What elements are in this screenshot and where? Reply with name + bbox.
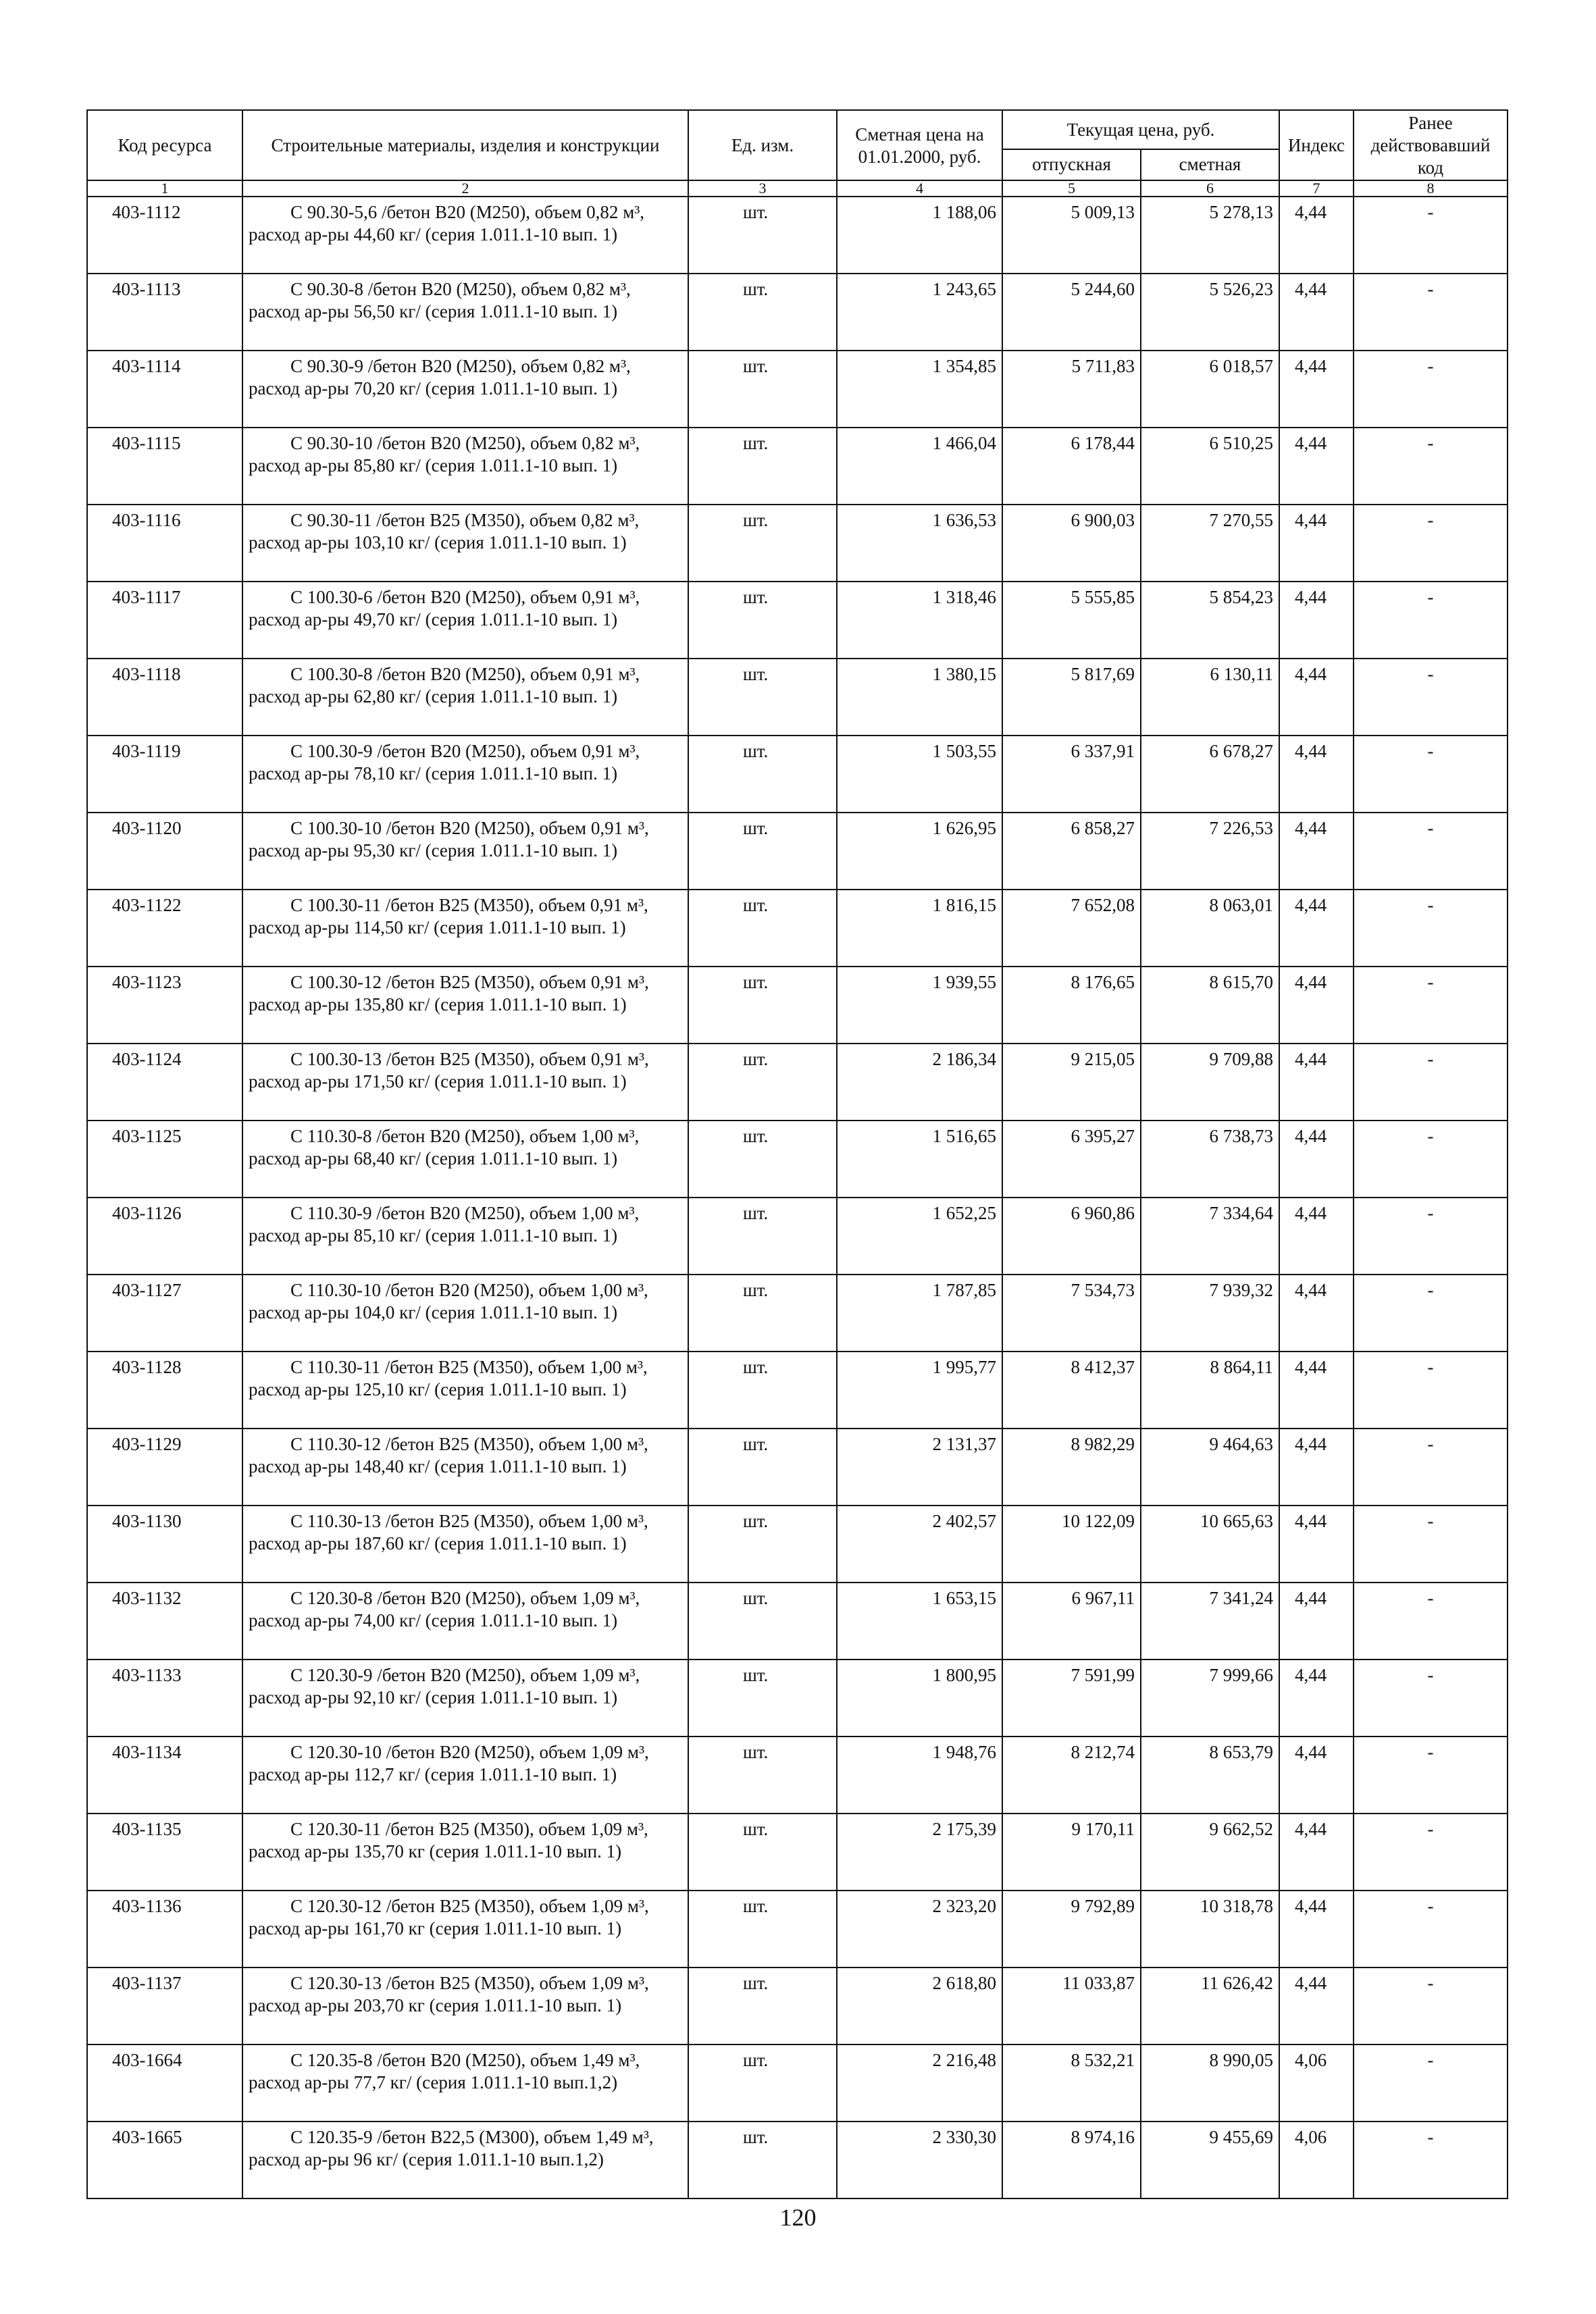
current-estimate-price: 7 226,53 xyxy=(1141,813,1279,890)
material-description: С 110.30-8 /бетон В20 (М250), объем 1,00 м³, расход ар-ры 68,40 кг/ (серия 1.011.1-10 вып. 1) xyxy=(242,1121,688,1198)
release-price: 6 900,03 xyxy=(1002,505,1141,582)
unit-of-measure: шт. xyxy=(688,1583,837,1660)
current-estimate-price: 5 278,13 xyxy=(1141,197,1279,274)
table-row xyxy=(87,274,1508,351)
estimate-price: 1 787,85 xyxy=(837,1275,1002,1352)
material-description: С 100.30-8 /бетон В20 (М250), объем 0,91 м³, расход ар-ры 62,80 кг/ (серия 1.011.1-10 вып. 1) xyxy=(242,659,688,736)
estimate-price: 1 318,46 xyxy=(837,582,1002,659)
table-row xyxy=(87,351,1508,428)
estimate-price: 1 380,15 xyxy=(837,659,1002,736)
price-index: 4,44 xyxy=(1279,967,1354,1044)
column-number: 8 xyxy=(1354,180,1508,197)
resource-code: 403-1665 xyxy=(87,2122,242,2199)
price-index: 4,44 xyxy=(1279,890,1354,967)
header-unit: Ед. изм. xyxy=(688,110,837,180)
estimate-price: 2 323,20 xyxy=(837,1891,1002,1968)
release-price: 8 532,21 xyxy=(1002,2045,1141,2122)
material-description: С 120.30-9 /бетон В20 (М250), объем 1,09 м³, расход ар-ры 92,10 кг/ (серия 1.011.1-10 вып. 1) xyxy=(242,1660,688,1737)
current-estimate-price: 9 662,52 xyxy=(1141,1814,1279,1891)
estimate-price: 2 402,57 xyxy=(837,1506,1002,1583)
resource-code: 403-1124 xyxy=(87,1044,242,1121)
material-description: С 100.30-9 /бетон В20 (М250), объем 0,91 м³, расход ар-ры 78,10 кг/ (серия 1.011.1-10 вып. 1) xyxy=(242,736,688,813)
table-row xyxy=(87,2122,1508,2199)
previous-code: - xyxy=(1354,1660,1508,1737)
current-estimate-price: 8 615,70 xyxy=(1141,967,1279,1044)
resource-code: 403-1112 xyxy=(87,197,242,274)
price-index: 4,44 xyxy=(1279,1198,1354,1275)
header-name: Строительные материалы, изделия и конструкции xyxy=(242,110,688,180)
current-estimate-price: 7 341,24 xyxy=(1141,1583,1279,1660)
material-description: С 120.30-13 /бетон В25 (М350), объем 1,09 м³, расход ар-ры 203,70 кг (серия 1.011.1-10 вып. 1) xyxy=(242,1968,688,2045)
estimate-price: 2 216,48 xyxy=(837,2045,1002,2122)
resource-code: 403-1133 xyxy=(87,1660,242,1737)
unit-of-measure: шт. xyxy=(688,736,837,813)
estimate-price: 1 354,85 xyxy=(837,351,1002,428)
price-index: 4,44 xyxy=(1279,582,1354,659)
resource-code: 403-1113 xyxy=(87,274,242,351)
previous-code: - xyxy=(1354,197,1508,274)
resource-code: 403-1126 xyxy=(87,1198,242,1275)
material-description: С 90.30-8 /бетон В20 (М250), объем 0,82 м³, расход ар-ры 56,50 кг/ (серия 1.011.1-10 вып. 1) xyxy=(242,274,688,351)
material-description: С 100.30-12 /бетон В25 (М350), объем 0,91 м³, расход ар-ры 135,80 кг/ (серия 1.011.1-10 вып. 1) xyxy=(242,967,688,1044)
current-estimate-price: 11 626,42 xyxy=(1141,1968,1279,2045)
release-price: 5 711,83 xyxy=(1002,351,1141,428)
header-release-price: отпускная xyxy=(1002,149,1141,180)
table-header xyxy=(87,110,1508,197)
table-row xyxy=(87,1506,1508,1583)
unit-of-measure: шт. xyxy=(688,890,837,967)
resource-code: 403-1134 xyxy=(87,1737,242,1814)
current-estimate-price: 5 854,23 xyxy=(1141,582,1279,659)
release-price: 5 555,85 xyxy=(1002,582,1141,659)
resource-code: 403-1120 xyxy=(87,813,242,890)
previous-code: - xyxy=(1354,659,1508,736)
current-estimate-price: 6 510,25 xyxy=(1141,428,1279,505)
material-description: С 120.30-12 /бетон В25 (М350), объем 1,09 м³, расход ар-ры 161,70 кг (серия 1.011.1-10 вып. 1) xyxy=(242,1891,688,1968)
header-current-estimate: сметная xyxy=(1141,149,1279,180)
table-row xyxy=(87,1968,1508,2045)
column-number-row xyxy=(87,180,1508,197)
release-price: 11 033,87 xyxy=(1002,1968,1141,2045)
table-row xyxy=(87,1814,1508,1891)
estimate-price: 1 188,06 xyxy=(837,197,1002,274)
previous-code: - xyxy=(1354,1429,1508,1506)
column-number: 2 xyxy=(242,180,688,197)
unit-of-measure: шт. xyxy=(688,428,837,505)
unit-of-measure: шт. xyxy=(688,1814,837,1891)
unit-of-measure: шт. xyxy=(688,1352,837,1429)
estimate-price: 1 516,65 xyxy=(837,1121,1002,1198)
unit-of-measure: шт. xyxy=(688,1506,837,1583)
price-index: 4,44 xyxy=(1279,505,1354,582)
material-description: С 90.30-5,6 /бетон В20 (М250), объем 0,82 м³, расход ар-ры 44,60 кг/ (серия 1.011.1-10 вып. 1) xyxy=(242,197,688,274)
previous-code: - xyxy=(1354,1506,1508,1583)
table-row xyxy=(87,1044,1508,1121)
material-description: С 100.30-13 /бетон В25 (М350), объем 0,91 м³, расход ар-ры 171,50 кг/ (серия 1.011.1-10 вып. 1) xyxy=(242,1044,688,1121)
unit-of-measure: шт. xyxy=(688,2045,837,2122)
table-body xyxy=(87,197,1508,2199)
unit-of-measure: шт. xyxy=(688,2122,837,2199)
release-price: 5 817,69 xyxy=(1002,659,1141,736)
estimate-price: 2 330,30 xyxy=(837,2122,1002,2199)
unit-of-measure: шт. xyxy=(688,967,837,1044)
previous-code: - xyxy=(1354,1583,1508,1660)
release-price: 8 974,16 xyxy=(1002,2122,1141,2199)
previous-code: - xyxy=(1354,890,1508,967)
current-estimate-price: 8 653,79 xyxy=(1141,1737,1279,1814)
material-description: С 100.30-6 /бетон В20 (М250), объем 0,91 м³, расход ар-ры 49,70 кг/ (серия 1.011.1-10 вып. 1) xyxy=(242,582,688,659)
unit-of-measure: шт. xyxy=(688,1737,837,1814)
previous-code: - xyxy=(1354,813,1508,890)
current-estimate-price: 5 526,23 xyxy=(1141,274,1279,351)
previous-code: - xyxy=(1354,1968,1508,2045)
price-index: 4,44 xyxy=(1279,1429,1354,1506)
table-row xyxy=(87,1275,1508,1352)
release-price: 6 967,11 xyxy=(1002,1583,1141,1660)
material-description: С 110.30-11 /бетон В25 (М350), объем 1,00 м³, расход ар-ры 125,10 кг/ (серия 1.011.1-10 вып. 1) xyxy=(242,1352,688,1429)
estimate-price: 1 652,25 xyxy=(837,1198,1002,1275)
previous-code: - xyxy=(1354,1352,1508,1429)
release-price: 8 176,65 xyxy=(1002,967,1141,1044)
unit-of-measure: шт. xyxy=(688,1275,837,1352)
table-row xyxy=(87,1429,1508,1506)
unit-of-measure: шт. xyxy=(688,582,837,659)
current-estimate-price: 6 018,57 xyxy=(1141,351,1279,428)
resource-code: 403-1122 xyxy=(87,890,242,967)
resource-code: 403-1136 xyxy=(87,1891,242,1968)
release-price: 6 337,91 xyxy=(1002,736,1141,813)
price-index: 4,06 xyxy=(1279,2122,1354,2199)
resource-code: 403-1664 xyxy=(87,2045,242,2122)
unit-of-measure: шт. xyxy=(688,197,837,274)
current-estimate-price: 6 130,11 xyxy=(1141,659,1279,736)
release-price: 7 652,08 xyxy=(1002,890,1141,967)
column-number: 4 xyxy=(837,180,1002,197)
previous-code: - xyxy=(1354,274,1508,351)
header-code: Код ресурса xyxy=(87,110,242,180)
price-index: 4,44 xyxy=(1279,736,1354,813)
resource-code: 403-1128 xyxy=(87,1352,242,1429)
release-price: 9 792,89 xyxy=(1002,1891,1141,1968)
material-description: С 120.30-8 /бетон В20 (М250), объем 1,09 м³, расход ар-ры 74,00 кг/ (серия 1.011.1-10 вып. 1) xyxy=(242,1583,688,1660)
table-row xyxy=(87,582,1508,659)
current-estimate-price: 7 270,55 xyxy=(1141,505,1279,582)
release-price: 9 215,05 xyxy=(1002,1044,1141,1121)
current-estimate-price: 9 464,63 xyxy=(1141,1429,1279,1506)
resource-code: 403-1129 xyxy=(87,1429,242,1506)
header-index: Индекс xyxy=(1279,110,1354,180)
material-description: С 120.35-8 /бетон В20 (М250), объем 1,49 м³, расход ар-ры 77,7 кг/ (серия 1.011.1-10 вып.1,2) xyxy=(242,2045,688,2122)
price-index: 4,44 xyxy=(1279,274,1354,351)
current-estimate-price: 9 709,88 xyxy=(1141,1044,1279,1121)
price-index: 4,44 xyxy=(1279,1121,1354,1198)
resource-code: 403-1117 xyxy=(87,582,242,659)
material-description: С 120.30-10 /бетон В20 (М250), объем 1,09 м³, расход ар-ры 112,7 кг/ (серия 1.011.1-10 вып. 1) xyxy=(242,1737,688,1814)
estimate-price: 1 626,95 xyxy=(837,813,1002,890)
estimate-price: 1 636,53 xyxy=(837,505,1002,582)
price-index: 4,44 xyxy=(1279,1352,1354,1429)
release-price: 9 170,11 xyxy=(1002,1814,1141,1891)
previous-code: - xyxy=(1354,505,1508,582)
price-table xyxy=(86,109,1508,2199)
current-estimate-price: 10 318,78 xyxy=(1141,1891,1279,1968)
price-index: 4,44 xyxy=(1279,1814,1354,1891)
header-current-price: Текущая цена, руб. xyxy=(1002,110,1279,149)
current-estimate-price: 8 063,01 xyxy=(1141,890,1279,967)
estimate-price: 1 995,77 xyxy=(837,1352,1002,1429)
unit-of-measure: шт. xyxy=(688,274,837,351)
table-row xyxy=(87,1660,1508,1737)
previous-code: - xyxy=(1354,2045,1508,2122)
previous-code: - xyxy=(1354,1275,1508,1352)
release-price: 10 122,09 xyxy=(1002,1506,1141,1583)
table-row xyxy=(87,1352,1508,1429)
estimate-price: 1 800,95 xyxy=(837,1660,1002,1737)
price-index: 4,44 xyxy=(1279,428,1354,505)
material-description: С 100.30-10 /бетон В20 (М250), объем 0,91 м³, расход ар-ры 95,30 кг/ (серия 1.011.1-10 вып. 1) xyxy=(242,813,688,890)
page-number: 120 xyxy=(779,2204,817,2231)
previous-code: - xyxy=(1354,428,1508,505)
price-index: 4,44 xyxy=(1279,1737,1354,1814)
material-description: С 90.30-11 /бетон В25 (М350), объем 0,82 м³, расход ар-ры 103,10 кг/ (серия 1.011.1-10 вып. 1) xyxy=(242,505,688,582)
table-row xyxy=(87,1198,1508,1275)
price-index: 4,44 xyxy=(1279,1660,1354,1737)
material-description: С 100.30-11 /бетон В25 (М350), объем 0,91 м³, расход ар-ры 114,50 кг/ (серия 1.011.1-10 вып. 1) xyxy=(242,890,688,967)
resource-code: 403-1127 xyxy=(87,1275,242,1352)
release-price: 6 960,86 xyxy=(1002,1198,1141,1275)
current-estimate-price: 6 738,73 xyxy=(1141,1121,1279,1198)
price-index: 4,44 xyxy=(1279,1044,1354,1121)
price-index: 4,44 xyxy=(1279,813,1354,890)
unit-of-measure: шт. xyxy=(688,1044,837,1121)
material-description: С 90.30-9 /бетон В20 (М250), объем 0,82 м³, расход ар-ры 70,20 кг/ (серия 1.011.1-10 вып. 1) xyxy=(242,351,688,428)
table-row xyxy=(87,736,1508,813)
release-price: 6 178,44 xyxy=(1002,428,1141,505)
table-row xyxy=(87,1891,1508,1968)
unit-of-measure: шт. xyxy=(688,1429,837,1506)
resource-code: 403-1135 xyxy=(87,1814,242,1891)
table-row xyxy=(87,890,1508,967)
unit-of-measure: шт. xyxy=(688,813,837,890)
estimate-price: 2 175,39 xyxy=(837,1814,1002,1891)
estimate-price: 1 948,76 xyxy=(837,1737,1002,1814)
material-description: С 110.30-13 /бетон В25 (М350), объем 1,00 м³, расход ар-ры 187,60 кг/ (серия 1.011.1-10 вып. 1) xyxy=(242,1506,688,1583)
release-price: 6 858,27 xyxy=(1002,813,1141,890)
unit-of-measure: шт. xyxy=(688,1968,837,2045)
estimate-price: 2 131,37 xyxy=(837,1429,1002,1506)
current-estimate-price: 10 665,63 xyxy=(1141,1506,1279,1583)
column-number: 6 xyxy=(1141,180,1279,197)
price-index: 4,44 xyxy=(1279,1891,1354,1968)
unit-of-measure: шт. xyxy=(688,505,837,582)
table-row xyxy=(87,428,1508,505)
table-row xyxy=(87,813,1508,890)
estimate-price: 1 816,15 xyxy=(837,890,1002,967)
previous-code: - xyxy=(1354,582,1508,659)
table-row xyxy=(87,197,1508,274)
unit-of-measure: шт. xyxy=(688,659,837,736)
material-description: С 120.30-11 /бетон В25 (М350), объем 1,09 м³, расход ар-ры 135,70 кг (серия 1.011.1-10 вып. 1) xyxy=(242,1814,688,1891)
price-index: 4,44 xyxy=(1279,1506,1354,1583)
resource-code: 403-1115 xyxy=(87,428,242,505)
previous-code: - xyxy=(1354,1737,1508,1814)
price-index: 4,44 xyxy=(1279,351,1354,428)
resource-code: 403-1132 xyxy=(87,1583,242,1660)
table-row xyxy=(87,1121,1508,1198)
release-price: 8 982,29 xyxy=(1002,1429,1141,1506)
previous-code: - xyxy=(1354,351,1508,428)
release-price: 8 412,37 xyxy=(1002,1352,1141,1429)
previous-code: - xyxy=(1354,1121,1508,1198)
resource-code: 403-1130 xyxy=(87,1506,242,1583)
release-price: 6 395,27 xyxy=(1002,1121,1141,1198)
unit-of-measure: шт. xyxy=(688,1660,837,1737)
unit-of-measure: шт. xyxy=(688,1121,837,1198)
resource-code: 403-1125 xyxy=(87,1121,242,1198)
unit-of-measure: шт. xyxy=(688,351,837,428)
column-number: 5 xyxy=(1002,180,1141,197)
material-description: С 120.35-9 /бетон В22,5 (М300), объем 1,49 м³, расход ар-ры 96 кг/ (серия 1.011.1-10 вып.1,2) xyxy=(242,2122,688,2199)
column-number: 3 xyxy=(688,180,837,197)
price-table-container xyxy=(86,109,1507,2199)
resource-code: 403-1118 xyxy=(87,659,242,736)
material-description: С 110.30-12 /бетон В25 (М350), объем 1,00 м³, расход ар-ры 148,40 кг/ (серия 1.011.1-10 вып. 1) xyxy=(242,1429,688,1506)
release-price: 7 591,99 xyxy=(1002,1660,1141,1737)
release-price: 5 244,60 xyxy=(1002,274,1141,351)
estimate-price: 1 243,65 xyxy=(837,274,1002,351)
current-estimate-price: 8 864,11 xyxy=(1141,1352,1279,1429)
estimate-price: 1 653,15 xyxy=(837,1583,1002,1660)
price-index: 4,44 xyxy=(1279,1583,1354,1660)
resource-code: 403-1119 xyxy=(87,736,242,813)
estimate-price: 2 186,34 xyxy=(837,1044,1002,1121)
price-index: 4,06 xyxy=(1279,2045,1354,2122)
release-price: 8 212,74 xyxy=(1002,1737,1141,1814)
current-estimate-price: 9 455,69 xyxy=(1141,2122,1279,2199)
estimate-price: 1 939,55 xyxy=(837,967,1002,1044)
table-row xyxy=(87,659,1508,736)
previous-code: - xyxy=(1354,736,1508,813)
price-index: 4,44 xyxy=(1279,1968,1354,2045)
table-row xyxy=(87,1583,1508,1660)
estimate-price: 1 503,55 xyxy=(837,736,1002,813)
column-number: 1 xyxy=(87,180,242,197)
price-index: 4,44 xyxy=(1279,659,1354,736)
estimate-price: 1 466,04 xyxy=(837,428,1002,505)
header-estimate-price: Сметная цена на 01.01.2000, руб. xyxy=(837,110,1002,180)
column-number: 7 xyxy=(1279,180,1354,197)
previous-code: - xyxy=(1354,967,1508,1044)
material-description: С 110.30-10 /бетон В20 (М250), объем 1,00 м³, расход ар-ры 104,0 кг/ (серия 1.011.1-10 вып. 1) xyxy=(242,1275,688,1352)
resource-code: 403-1123 xyxy=(87,967,242,1044)
current-estimate-price: 6 678,27 xyxy=(1141,736,1279,813)
previous-code: - xyxy=(1354,1198,1508,1275)
release-price: 5 009,13 xyxy=(1002,197,1141,274)
release-price: 7 534,73 xyxy=(1002,1275,1141,1352)
previous-code: - xyxy=(1354,2122,1508,2199)
current-estimate-price: 7 939,32 xyxy=(1141,1275,1279,1352)
material-description: С 110.30-9 /бетон В20 (М250), объем 1,00 м³, расход ар-ры 85,10 кг/ (серия 1.011.1-10 вып. 1) xyxy=(242,1198,688,1275)
material-description: С 90.30-10 /бетон В20 (М250), объем 0,82 м³, расход ар-ры 85,80 кг/ (серия 1.011.1-10 вып. 1) xyxy=(242,428,688,505)
price-index: 4,44 xyxy=(1279,1275,1354,1352)
price-index: 4,44 xyxy=(1279,197,1354,274)
current-estimate-price: 7 334,64 xyxy=(1141,1198,1279,1275)
resource-code: 403-1137 xyxy=(87,1968,242,2045)
estimate-price: 2 618,80 xyxy=(837,1968,1002,2045)
unit-of-measure: шт. xyxy=(688,1891,837,1968)
current-estimate-price: 7 999,66 xyxy=(1141,1660,1279,1737)
previous-code: - xyxy=(1354,1044,1508,1121)
previous-code: - xyxy=(1354,1814,1508,1891)
resource-code: 403-1114 xyxy=(87,351,242,428)
current-estimate-price: 8 990,05 xyxy=(1141,2045,1279,2122)
table-row xyxy=(87,1737,1508,1814)
header-prev-code: Ранее действовавший код xyxy=(1354,110,1508,180)
unit-of-measure: шт. xyxy=(688,1198,837,1275)
table-row xyxy=(87,505,1508,582)
table-row xyxy=(87,2045,1508,2122)
table-row xyxy=(87,967,1508,1044)
previous-code: - xyxy=(1354,1891,1508,1968)
resource-code: 403-1116 xyxy=(87,505,242,582)
